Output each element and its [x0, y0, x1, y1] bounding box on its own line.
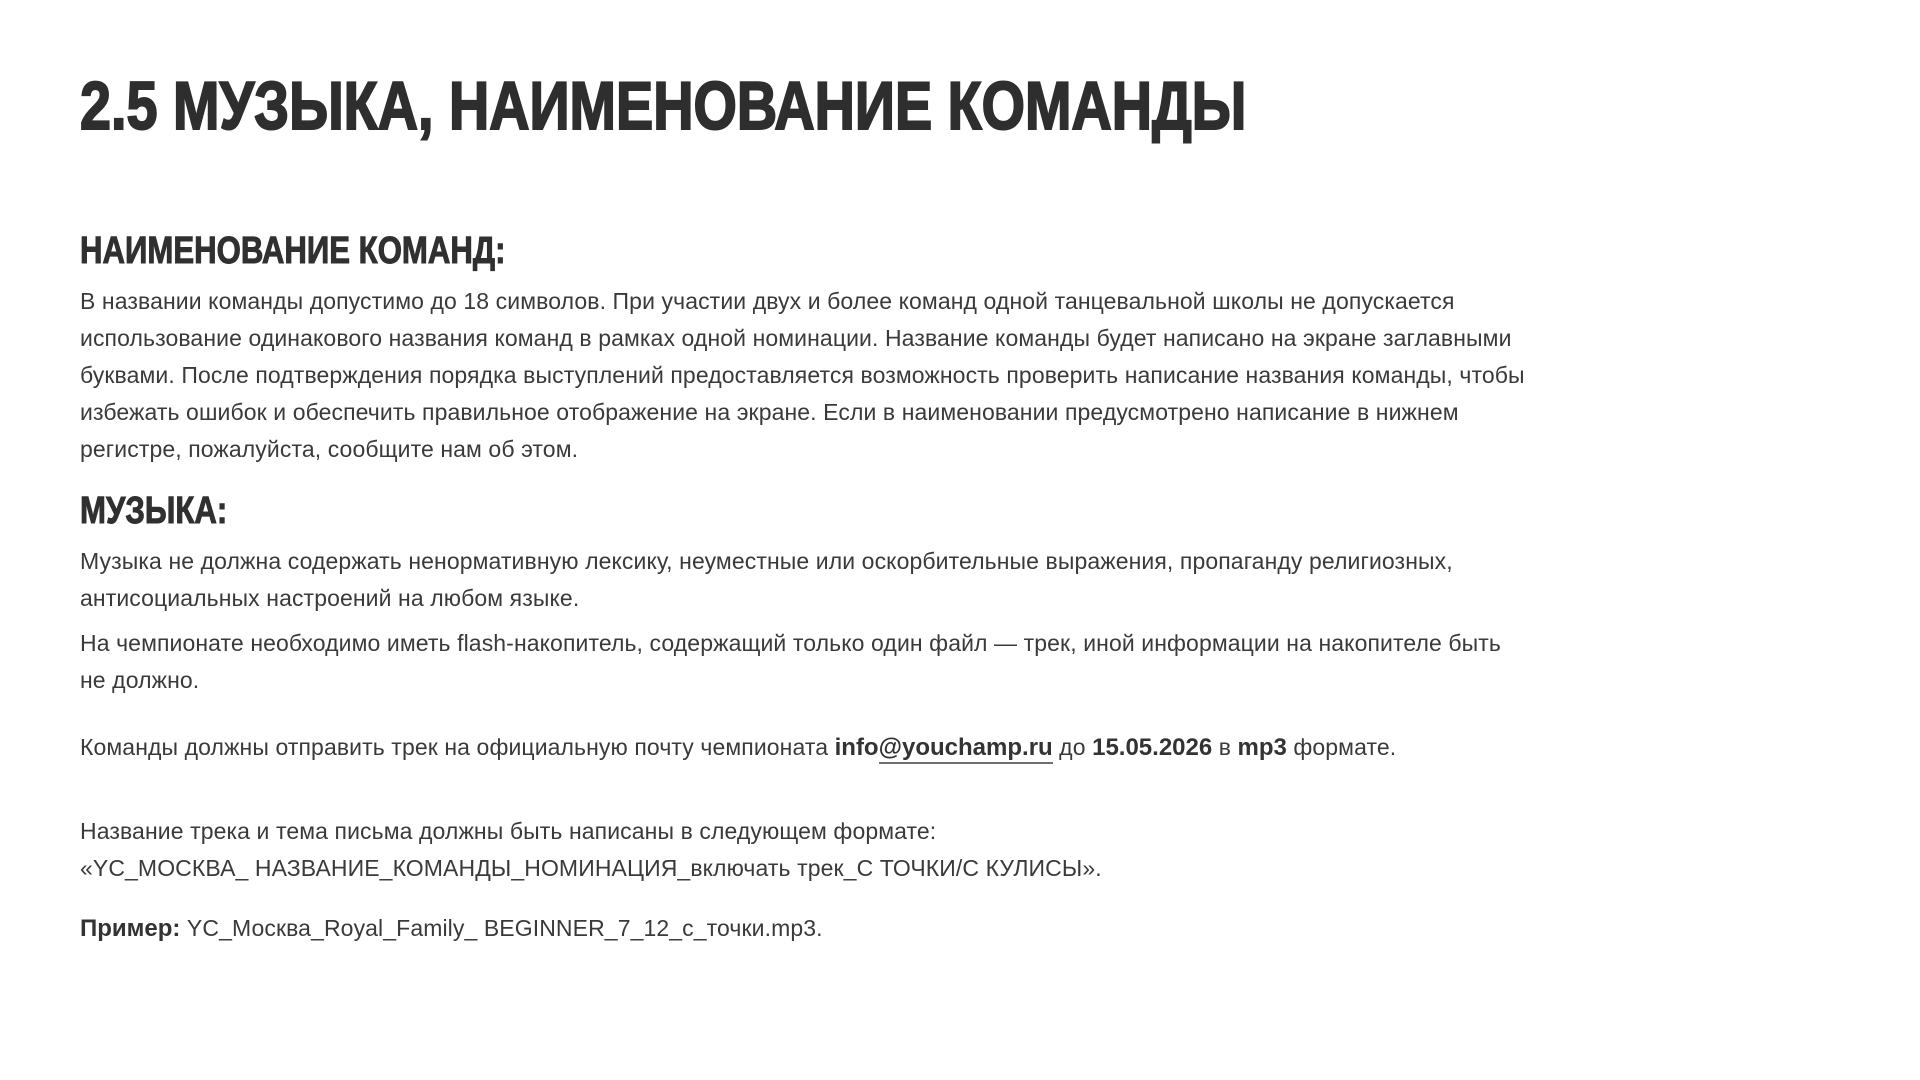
paragraph-line: На чемпионате необходимо иметь flash-накопитель, содержащий только один файл — трек, иной информации на накопителе быть	[80, 629, 1502, 656]
email-user-part: info	[834, 733, 879, 761]
submission-prefix-text: Команды должны отправить трек на официальную почту чемпионата	[80, 733, 835, 760]
submission-middle-text: до	[1052, 733, 1093, 760]
paragraph-line: использование одинакового названия команд в рамках одной номинации. Название команды будет написано на экране заглавными	[80, 324, 1512, 351]
paragraph-line: регистре, пожалуйста, сообщите нам об этом.	[80, 435, 579, 462]
music-lyrics-rule-paragraph	[80, 543, 1840, 617]
team-naming-heading: НАИМЕНОВАНИЕ КОМАНД:	[80, 230, 506, 272]
email-link[interactable]	[835, 734, 1053, 764]
music-heading: МУЗЫКА:	[80, 489, 228, 532]
paragraph-line: не должно.	[80, 666, 200, 693]
paragraph-line: «YC_МОСКВА_ НАЗВАНИЕ_КОМАНДЫ_НОМИНАЦИЯ_включать трек_С ТОЧКИ/С КУЛИСЫ».	[80, 854, 1102, 881]
submission-suffix-text: формате.	[1286, 733, 1397, 760]
paragraph-line: В названии команды допустимо до 18 символов. При участии двух и более команд одной танцевальной школы не допускается	[80, 287, 1455, 314]
paragraph-line: антисоциальных настроений на любом языке.	[80, 584, 580, 611]
flash-drive-rule-paragraph	[80, 625, 1840, 699]
example-paragraph	[80, 910, 1840, 947]
paragraph-line: буквами. После подтверждения порядка выступлений предоставляется возможность проверить написание названия команды, чтобы	[80, 361, 1525, 388]
paragraph-line: Название трека и тема письма должны быть написаны в следующем формате:	[80, 817, 937, 844]
example-label: Пример:	[80, 914, 181, 942]
track-submission-paragraph	[80, 729, 1840, 766]
paragraph-line: избежать ошибок и обеспечить правильное отображение на экране. Если в наименовании предусмотрено написание в нижнем	[80, 398, 1459, 425]
filename-format-paragraph	[80, 813, 1840, 887]
submission-format-connector-text: в	[1212, 733, 1238, 760]
file-format: mp3	[1237, 733, 1287, 761]
team-naming-paragraph	[80, 283, 1840, 468]
email-domain-part: @youchamp.ru	[879, 734, 1053, 764]
example-filename: YC_Москва_Royal_Family_ BEGINNER_7_12_с_точки.mp3.	[180, 914, 823, 941]
page-title: 2.5 МУЗЫКА, НАИМЕНОВАНИЕ КОМАНДЫ	[80, 68, 1247, 144]
paragraph-line: Музыка не должна содержать ненормативную лексику, неуместные или оскорбительные выражения, пропаганду религиозных,	[80, 547, 1453, 574]
deadline-date: 15.05.2026	[1092, 733, 1213, 761]
